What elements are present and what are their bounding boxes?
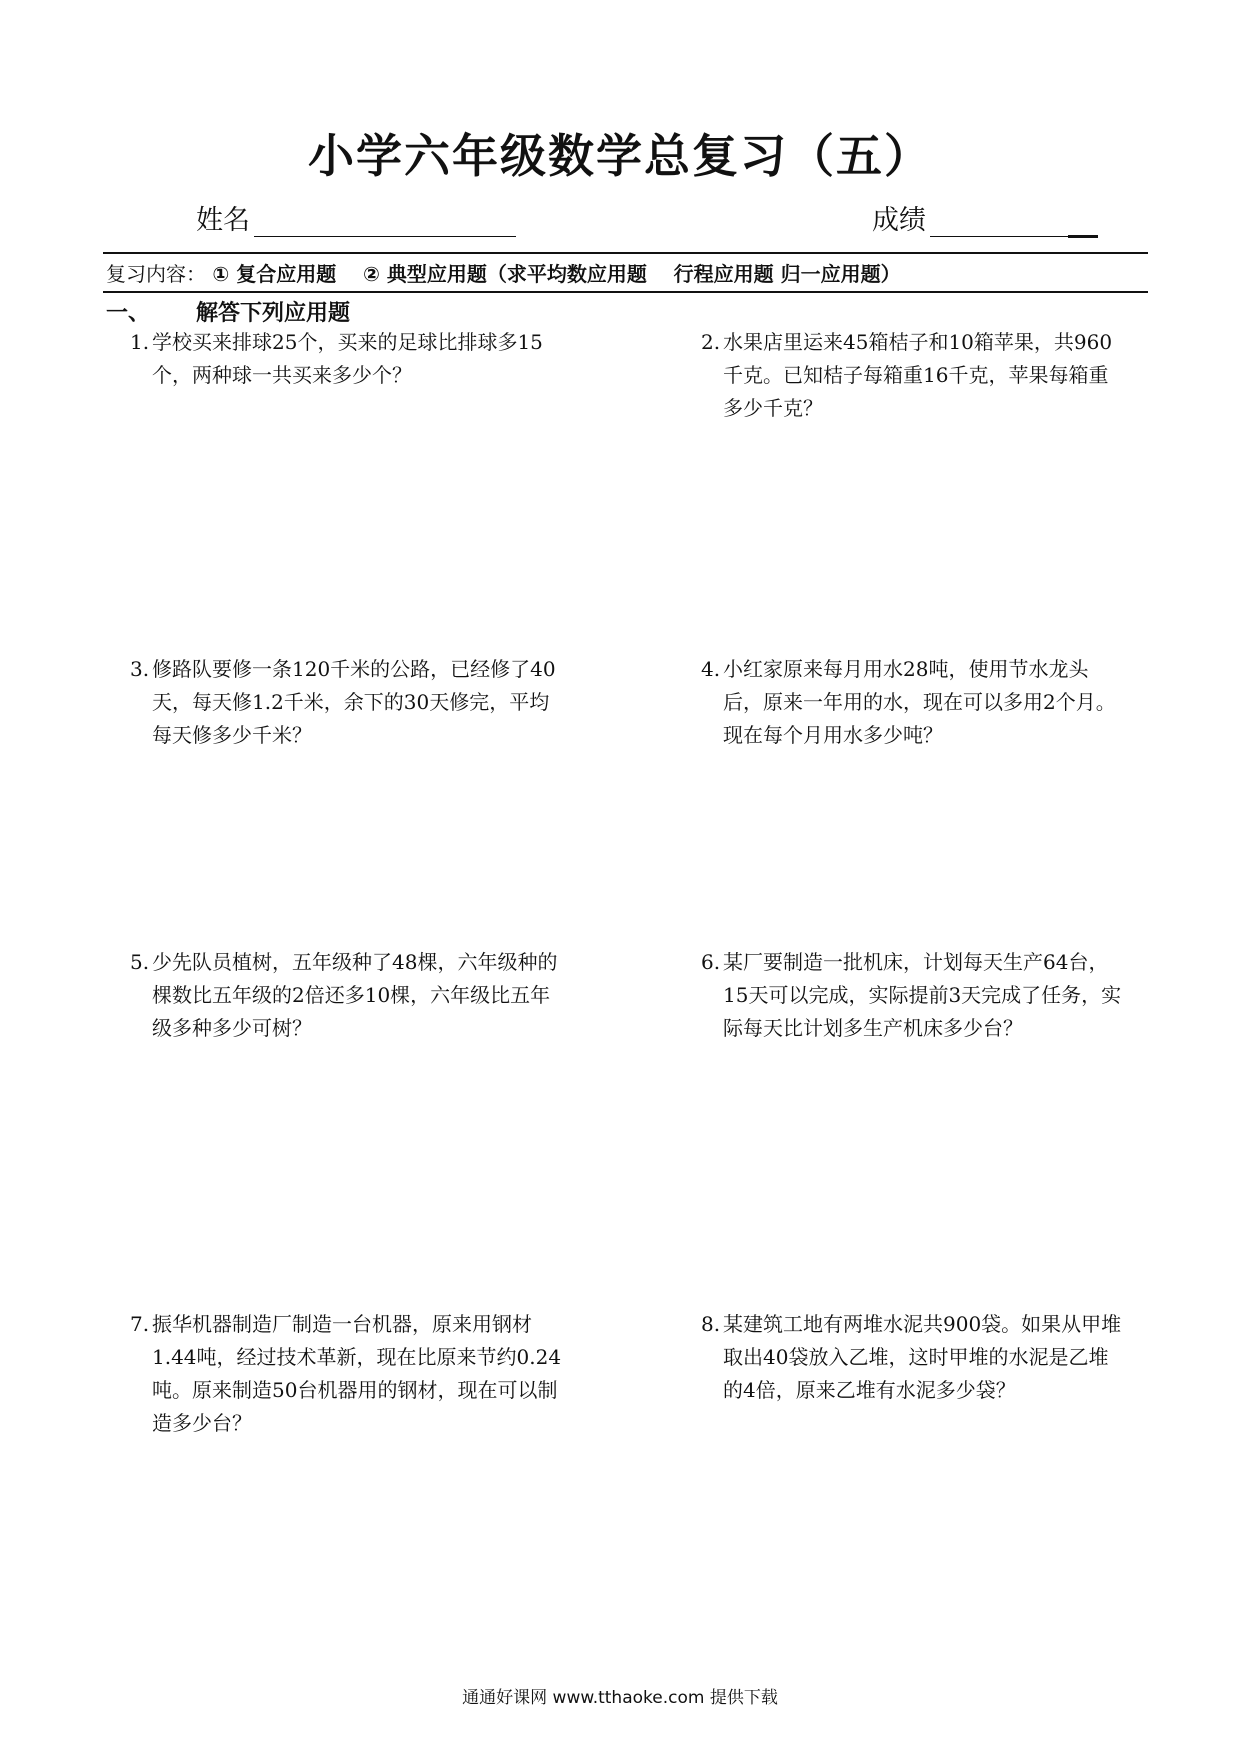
problem-1 bbox=[130, 326, 562, 392]
name-label: 姓名 bbox=[196, 205, 250, 236]
problem-text: 振华机器制造厂制造一台机器，原来用钢材1.44吨，经过技术革新，现在比原来节约0.24吨。原来制造50台机器用的钢材，现在可以制造多少台？ bbox=[152, 1312, 562, 1435]
top-divider bbox=[103, 252, 1148, 254]
problem-number: 2. bbox=[701, 330, 721, 354]
problem-8 bbox=[701, 1308, 1123, 1407]
section-number: 一、 bbox=[106, 301, 151, 326]
score-blank-line[interactable] bbox=[930, 210, 1068, 237]
problem-text: 学校买来排球25个，买来的足球比排球多15个，两种球一共买来多少个？ bbox=[152, 330, 543, 387]
problem-number: 5. bbox=[130, 950, 150, 974]
score-label: 成绩 bbox=[872, 205, 926, 236]
problem-7 bbox=[130, 1308, 562, 1440]
review-content-line bbox=[106, 258, 901, 287]
problem-4 bbox=[701, 653, 1123, 752]
page-title: 小学六年级数学总复习（五） bbox=[308, 129, 932, 183]
review-item-compound: ① 复合应用题 bbox=[212, 262, 337, 286]
name-field bbox=[196, 198, 516, 237]
problem-text: 修路队要修一条120千米的公路，已经修了40天，每天修1.2千米，余下的30天修完，平均每天修多少千米？ bbox=[152, 657, 556, 747]
score-field bbox=[872, 198, 1068, 237]
problem-2 bbox=[701, 326, 1123, 425]
problem-5 bbox=[130, 946, 562, 1045]
problem-3 bbox=[130, 653, 562, 752]
problem-number: 1. bbox=[130, 330, 150, 354]
section-title: 解答下列应用题 bbox=[196, 301, 351, 326]
review-item-typical: ② 典型应用题（求平均数应用题 bbox=[362, 262, 647, 286]
name-blank-line[interactable] bbox=[254, 210, 516, 237]
problem-6 bbox=[701, 946, 1123, 1045]
problem-number: 4. bbox=[701, 657, 721, 681]
problem-text: 某建筑工地有两堆水泥共900袋。如果从甲堆取出40袋放入乙堆，这时甲堆的水泥是乙堆的4倍，原来乙堆有水泥多少袋？ bbox=[723, 1312, 1122, 1402]
footer-source: 通通好课网 www.tthaoke.com 提供下载 bbox=[462, 1688, 778, 1708]
problem-text: 某厂要制造一批机床，计划每天生产64台，15天可以完成，实际提前3天完成了任务，实际每天比计划多生产机床多少台？ bbox=[723, 950, 1122, 1040]
problem-text: 少先队员植树，五年级种了48棵，六年级种的棵数比五年级的2倍还多10棵，六年级比五年级多种多少可树？ bbox=[152, 950, 558, 1040]
problem-text: 水果店里运来45箱桔子和10箱苹果，共960千克。已知桔子每箱重16千克，苹果每箱重多少千克？ bbox=[723, 330, 1113, 420]
problem-number: 6. bbox=[701, 950, 721, 974]
problem-number: 8. bbox=[701, 1312, 721, 1336]
review-item-travel-unit: 行程应用题 归一应用题） bbox=[673, 262, 901, 286]
review-label: 复习内容： bbox=[106, 262, 206, 286]
problem-number: 3. bbox=[130, 657, 150, 681]
bottom-divider bbox=[103, 291, 1148, 293]
problem-number: 7. bbox=[130, 1312, 150, 1336]
problem-text: 小红家原来每月用水28吨，使用节水龙头后，原来一年用的水，现在可以多用2个月。现在每个月用水多少吨？ bbox=[723, 657, 1116, 747]
section-heading bbox=[106, 296, 350, 327]
